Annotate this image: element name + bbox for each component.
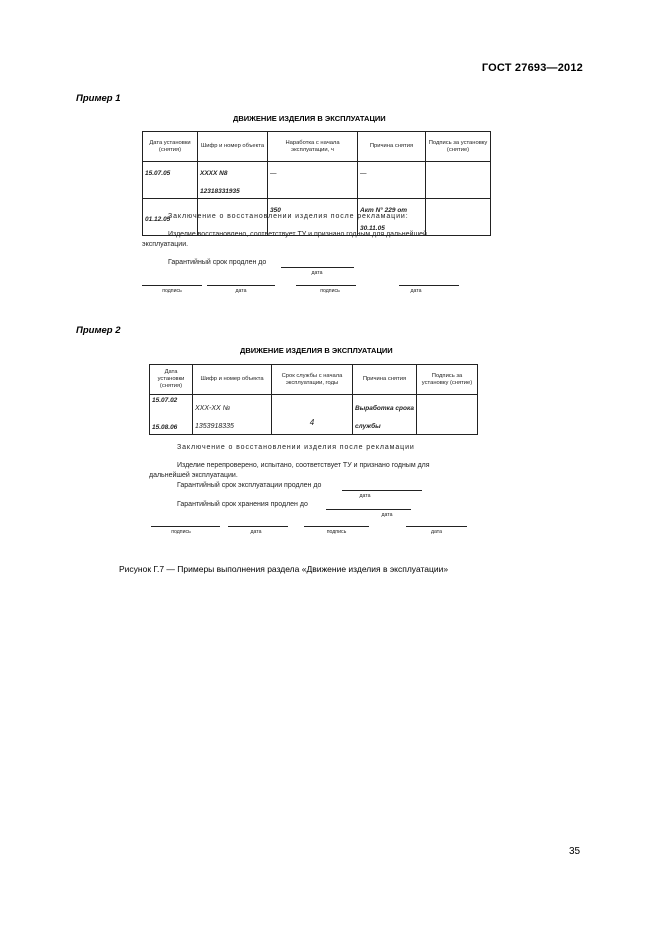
column-header-code: Шифр и номер объекта [193, 365, 272, 395]
date-caption: дата [359, 493, 371, 499]
figure-caption: Рисунок Г.7 — Примеры выполнения раздела «Движение изделия в эксплуатации» [119, 564, 449, 574]
signature-caption: дата [430, 529, 442, 535]
column-header-reason: Причина снятия [358, 132, 426, 162]
example-1-conclusion-heading: Заключение о восстановлении изделия после рекламации: [168, 213, 409, 220]
example-2-warranty-exploitation-text: Гарантийный срок эксплуатации продлен до [177, 482, 322, 489]
cell-signature [417, 395, 478, 435]
column-header-years: Срок службы с начала эксплуатации, годы [272, 365, 353, 395]
column-header-code: Шифр и номер объекта [198, 132, 268, 162]
cell-reason: Акт N° 229 от 30.11.05 [360, 207, 408, 232]
signature-caption: подпись [162, 288, 182, 294]
column-header-date: Дата установки (снятия) [143, 132, 198, 162]
example-1-conclusion-line-1: Изделие восстановлено, соответствует ТУ и признано годным для дальнейшей [168, 231, 427, 238]
cell-signature [426, 199, 491, 236]
example-1-conclusion-line-2: эксплуатации. [142, 241, 189, 248]
signature-line [406, 526, 467, 527]
column-header-signature: Подпись за установку (снятие) [426, 132, 491, 162]
column-header-date: Дата установки (снятия) [150, 365, 193, 395]
warranty-date-line [326, 509, 411, 510]
example-2-conclusion-heading: Заключение о восстановлении изделия после рекламации [177, 444, 415, 451]
column-header-hours: Наработка с начала эксплуатации, ч [268, 132, 358, 162]
cell-reason: — [360, 170, 367, 177]
signature-line [296, 285, 356, 286]
signature-caption: подпись [326, 529, 347, 535]
cell-hours: 350 [270, 207, 281, 214]
example-1-table-title: ДВИЖЕНИЕ ИЗДЕЛИЯ В ЭКСПЛУАТАЦИИ [233, 114, 386, 123]
signature-caption: дата [235, 288, 247, 294]
date-caption: дата [311, 270, 323, 276]
table-header-row [150, 365, 478, 395]
example-2-warranty-storage-text: Гарантийный срок хранения продлен до [177, 501, 308, 508]
signature-caption: подпись [320, 288, 340, 294]
signature-caption: дата [410, 288, 422, 294]
example-2-label: Пример 2 [76, 325, 121, 336]
cell-code: ХХХХ N8 12318331935 [200, 170, 240, 195]
document-standard-number: ГОСТ 27693—2012 [481, 62, 583, 74]
date-caption: дата [381, 512, 393, 518]
signature-line [228, 526, 288, 527]
table-row [143, 162, 491, 199]
warranty-date-line [281, 267, 354, 268]
example-1-warranty-text: Гарантийный срок продлен до [168, 259, 267, 266]
cell-date-removal: 15.08.06 [152, 424, 178, 431]
cell-code: ХХХ-ХХ № 1353918335 [195, 405, 234, 430]
signature-line [142, 285, 202, 286]
signature-line [151, 526, 220, 527]
cell-signature [426, 162, 491, 199]
cell-reason: Выработка срока службы [355, 404, 414, 430]
example-1-table [142, 131, 491, 236]
example-1-label: Пример 1 [76, 93, 121, 104]
cell-hours: — [270, 170, 277, 177]
signature-line [304, 526, 369, 527]
example-2-conclusion-line-1: Изделие перепроверено, испытано, соответствует ТУ и признано годным для [177, 462, 430, 469]
warranty-date-line [342, 490, 422, 491]
signature-caption: подпись [171, 529, 191, 535]
column-header-signature: Подпись за установку (снятие) [417, 365, 478, 395]
signature-line [399, 285, 459, 286]
example-2-conclusion-line-2: дальнейшей эксплуатации. [149, 472, 238, 479]
cell-date-install: 15.07.02 [152, 397, 178, 404]
cell-years: 4 [309, 418, 315, 427]
cell-date: 01.12.05 [145, 216, 171, 223]
signature-caption: дата [250, 529, 262, 535]
signature-line [207, 285, 275, 286]
table-row [150, 395, 478, 435]
cell-date: 15.07.05 [145, 170, 171, 177]
table-header-row [143, 132, 491, 162]
example-2-table-title: ДВИЖЕНИЕ ИЗДЕЛИЯ В ЭКСПЛУАТАЦИИ [240, 346, 393, 355]
page-number: 35 [569, 846, 581, 857]
example-2-table [149, 364, 478, 435]
column-header-reason: Причина снятия [353, 365, 417, 395]
